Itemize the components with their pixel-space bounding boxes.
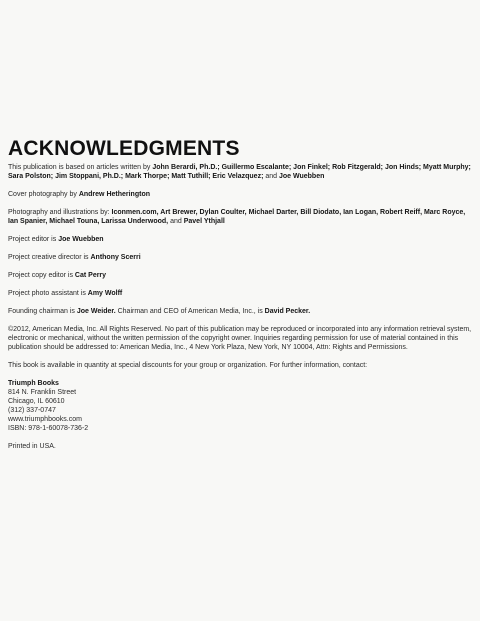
isbn: ISBN: 978-1-60078-736-2 [8, 425, 89, 432]
creative-director-name: Anthony Scerri [90, 254, 141, 261]
quantity-paragraph: This book is available in quantity at special discounts for your group or organization. For further information, contact: [8, 362, 368, 369]
project-editor-prefix: Project editor is [8, 236, 59, 243]
founder-name: Joe Weider. [76, 308, 116, 315]
photography-names: Iconmen.com, Art Brewer, Dylan Coulter, Michael Darter, Bill Diodato, Ian Logan, Robert Reiff, Marc Royce, Ian Spanier, Michael Touna, Larissa Underwood, [8, 209, 466, 225]
publisher-name: Triumph Books [8, 380, 59, 387]
photography-and: and [168, 218, 184, 225]
founding-credit [8, 307, 476, 316]
page-title: ACKNOWLEDGMENTS [8, 137, 240, 160]
publisher-website: www.triumphbooks.com [8, 416, 82, 423]
creative-director-credit [8, 253, 476, 262]
copyright-paragraph: ©2012, American Media, Inc. All Rights Reserved. No part of this publication may be reproduced or incorporated into any information retrieval system, electronic or mechanical, without the written permission of the copyright owner. Inquiries regarding permission for use of material contained in this publication should be addressed to: American Media, Inc., 4 New York Plaza, New York, NY 10004, Attn: Rights and Permissions. [8, 326, 472, 351]
project-editor-credit [8, 235, 476, 244]
based-on-authors: John Berardi, Ph.D.; Guillermo Escalante; Jon Finkel; Rob Fitzgerald; Jon Hinds; Myatt Murphy; Sara Polston; Jim Stoppani, Ph.D.; Mark Thorpe; Matt Tuthill; Eric Velazquez; [8, 164, 471, 180]
publisher-city: Chicago, IL 60610 [8, 398, 65, 405]
project-editor-name: Joe Wuebben [58, 236, 104, 243]
ceo-name: David Pecker. [264, 308, 311, 315]
photography-prefix: Photography and illustrations by: [8, 209, 112, 216]
publisher-address [8, 379, 476, 433]
cover-photo-prefix: Cover photography by [8, 191, 79, 198]
photo-assistant-credit [8, 289, 476, 298]
copy-editor-name: Cat Perry [74, 272, 107, 279]
copy-editor-prefix: Project copy editor is [8, 272, 75, 279]
cover-photo-credit [8, 190, 476, 199]
founding-prefix: Founding chairman is [8, 308, 77, 315]
copy-editor-credit [8, 271, 476, 280]
photo-assistant-prefix: Project photo assistant is [8, 290, 88, 297]
cover-photo-name: Andrew Hetherington [78, 191, 150, 198]
publisher-phone: (312) 337-0747 [8, 407, 56, 414]
publisher-street: 814 N. Franklin Street [8, 389, 77, 396]
founding-middle: Chairman and CEO of American Media, Inc., is [115, 308, 265, 315]
based-on-prefix: This publication is based on articles written by [8, 164, 153, 171]
based-on-paragraph [8, 163, 476, 181]
photography-last-name: Pavel Ythjall [183, 218, 225, 225]
creative-director-prefix: Project creative director is [8, 254, 91, 261]
photography-credit [8, 208, 476, 226]
photo-assistant-name: Amy Wolff [87, 290, 123, 297]
based-on-last-author: Joe Wuebben [278, 173, 325, 180]
acknowledgments-section [8, 138, 476, 451]
based-on-and: and [263, 173, 279, 180]
printed-in: Printed in USA. [8, 443, 56, 450]
